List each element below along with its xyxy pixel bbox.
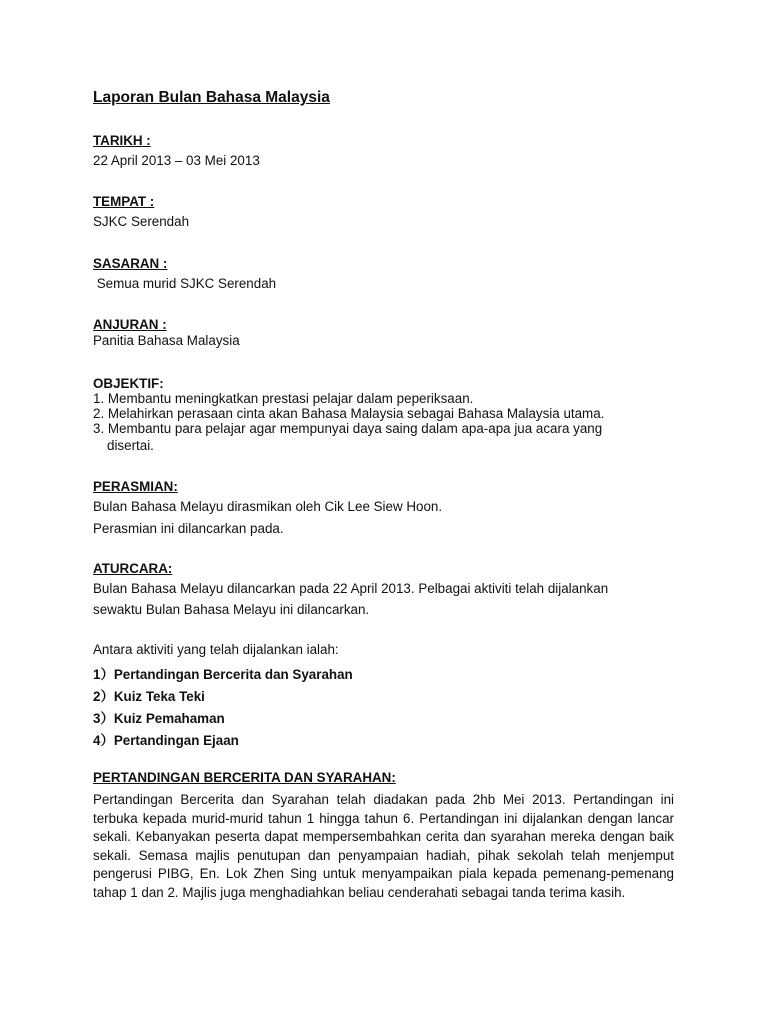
perasmian-line: Perasmian ini dilancarkan pada. [93, 521, 284, 536]
tempat-value: SJKC Serendah [93, 214, 190, 229]
aturcara-line: Bulan Bahasa Melayu dilancarkan pada 22 April 2013. Pelbagai aktiviti telah dijalankan [93, 581, 609, 596]
objektif-heading: OBJEKTIF: [93, 376, 164, 391]
objektif-item: 3. Membantu para pelajar agar mempunyai daya saing dalam apa-apa jua acara yang [93, 421, 603, 436]
activity-item: 1）Pertandingan Bercerita dan Syarahan [93, 667, 353, 682]
document-title: Laporan Bulan Bahasa Malaysia [93, 89, 330, 106]
aturcara-heading: ATURCARA: [93, 561, 173, 576]
sasaran-value: Semua murid SJKC Serendah [93, 276, 277, 291]
objektif-item: 2. Melahirkan perasaan cinta akan Bahasa Malaysia sebagai Bahasa Malaysia utama. [93, 406, 605, 421]
objektif-item-continuation: disertai. [107, 438, 154, 453]
perasmian-heading: PERASMIAN: [93, 479, 178, 494]
bercerita-heading: PERTANDINGAN BERCERITA DAN SYARAHAN: [93, 770, 396, 785]
sasaran-heading: SASARAN : [93, 256, 168, 271]
perasmian-line: Bulan Bahasa Melayu dirasmikan oleh Cik Lee Siew Hoon. [93, 499, 443, 514]
tarikh-heading: TARIKH : [93, 133, 151, 148]
bercerita-paragraph: Pertandingan Bercerita dan Syarahan telah diadakan pada 2hb Mei 2013. Pertandingan ini terbuka kepada murid-murid tahun 1 hingga tahun 6. Pertandingan ini dijalankan dengan lancar sekali. Kebanyakan peserta dapat mempersembahkan cerita dan syarahan mereka dengan baik sekali. Semasa majlis penutupan dan penyampaian hadiah, pihak sekolah telah menjemput pengerusi PIBG, En. Lok Zhen Sing untuk menyampaikan piala kepada pemenang-pemenang tahap 1 dan 2. Majlis juga menghadiahkan beliau cenderahati sebagai tanda terima kasih. [93, 792, 674, 900]
anjuran-value: Panitia Bahasa Malaysia [93, 333, 240, 348]
tempat-heading: TEMPAT : [93, 194, 155, 209]
activities-intro: Antara aktiviti yang telah dijalankan ialah: [93, 642, 339, 657]
activity-item: 4）Pertandingan Ejaan [93, 733, 239, 748]
anjuran-heading: ANJURAN : [93, 317, 167, 332]
activity-item: 2）Kuiz Teka Teki [93, 689, 205, 704]
tarikh-value: 22 April 2013 – 03 Mei 2013 [93, 153, 260, 168]
activity-item: 3）Kuiz Pemahaman [93, 711, 225, 726]
objektif-item: 1. Membantu meningkatkan prestasi pelajar dalam peperiksaan. [93, 391, 474, 406]
aturcara-line: sewaktu Bulan Bahasa Melayu ini dilancarkan. [93, 602, 370, 617]
